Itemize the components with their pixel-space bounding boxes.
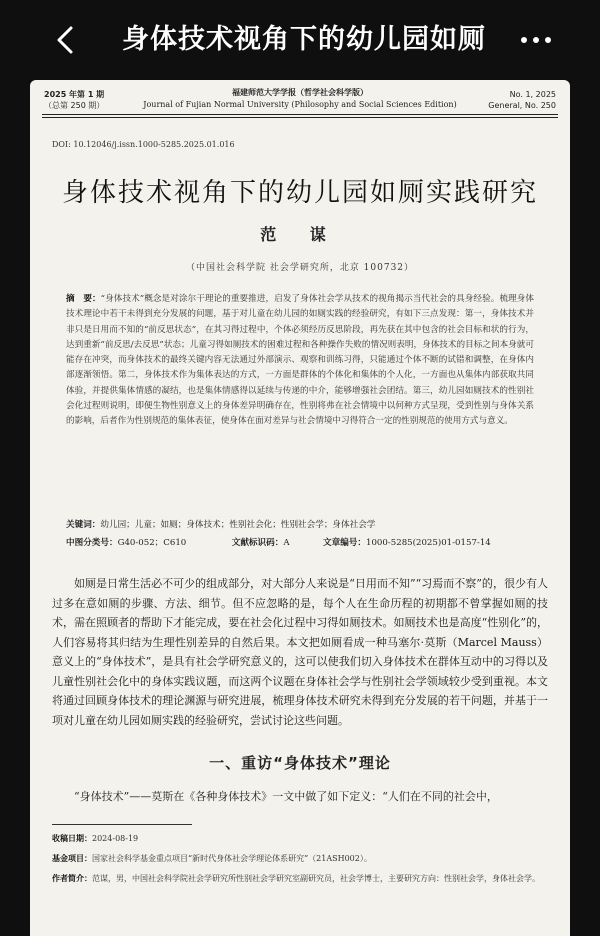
journal-name-en: Journal of Fujian Normal University (Philosophy and Social Sciences Edition) <box>143 100 457 109</box>
header-rule <box>42 114 558 115</box>
section-first-line: “身体技术”——莫斯在《各种身体技术》一文中做了如下定义：“人们在不同的社会中， <box>74 790 498 803</box>
doc-code-value: A <box>283 538 290 548</box>
doi: DOI: 10.12046/j.issn.1000-5285.2025.01.016 <box>52 140 235 149</box>
affiliation: （中国社会科学院 社会学研究所，北京 100732） <box>185 263 415 273</box>
cls-label: 中图分类号： <box>66 538 118 548</box>
body-paragraph: 如厕是日常生活必不可少的组成部分，对大部分人来说是“日用而不知”“习焉而不察”的，很少有人过多在意如厕的步骤、方法、细节。但不应忽略的是，每个人在生命历程的初期都不曾掌握如厕的技术，需在照顾者的帮助下才能完成，要在社会化过程中习得如厕技术。如厕技术也是高度“性别化”的，人们容易将其归结为生理性别差异的自然后果。本文把如厕看成一种马塞尔·莫斯（Marcel Mauss）意义上的“身体技术”，是具有社会学研究意义的，这可以使我们切入身体技术在群体互动中的习得以及儿童性别社会化中的身体实践议题，而这两个议题在身体社会学与性别社会学领域较少受到重视。本文将通过回顾身体技术的理论渊源与研究进展，梳理身体技术研究未得到充分发展的若干问题，并基于一项对儿童在幼儿园如厕实践的经验研究，尝试讨论这些问题。 <box>52 577 548 727</box>
footnote-received <box>52 832 552 845</box>
back-button[interactable] <box>48 22 84 58</box>
received-label: 收稿日期： <box>52 834 92 843</box>
keywords <box>66 518 534 532</box>
fund-label: 基金项目： <box>52 854 92 863</box>
received-value: 2024-08-19 <box>92 834 139 843</box>
abstract-label: 摘 要： <box>66 294 101 304</box>
chevron-left-icon <box>48 22 84 58</box>
more-button[interactable] <box>516 22 556 58</box>
classification-line <box>66 536 534 550</box>
abstract-text: “身体技术”概念是对涂尔干理论的重要推进，启发了身体社会学从技术的视角揭示当代社会的具身经验。梳理身体技术理论中若干未得到充分发展的问题，基于对儿童在幼儿园的如厕实践的经验研究，有如下三点发现：第一，身体技术并非只是日用而不知的“前反思状态”，在其习得过程中，个体必须经历反思阶段，再先获在其中包含的社会目标和状的行为，达到重新“前反思/去反思”状态；儿童习得如厕技术的困难过程和各种操作失败的情况则表明，身体技术的目标之间本身就可能存在冲突，而身体技术的最终关键内容无法通过外部演示、观察和训练习得，只能通过个体不断的试错和调整，在身体内部逐渐领悟。第二，身体技术作为集体表达的方式，一方面是群体的个体化和集体的个人化，一方面也从集体内部获取共同体验，并提供集体情感的凝结，也是集体情感得以延续与传递的中介，能够增强社会团结。第三，幼儿园如厕技术的性别社会化过程则说明，即便生物性别意义上的身体差异明确存在，性别将弗在社会情境中以何种方式呈现，受到性别与身体关系的影响，后者作为性别规范的集体表征，使身体在面对差异与社会情境中习得符合一定的性别规范的使用方式与意义。 <box>66 294 534 427</box>
fund-value: 国家社会科学基金重点项目“新时代身体社会学理论体系研究”（21ASH002）。 <box>92 854 372 863</box>
paper-title: 身体技术视角下的幼儿园如厕实践研究 <box>61 178 538 208</box>
author-bio-label: 作者简介： <box>52 874 92 883</box>
article-id-label: 文章编号： <box>323 538 366 548</box>
keywords-value: 幼儿园；儿童；如厕；身体技术；性别社会化；性别社会学；身体社会学 <box>100 520 376 530</box>
more-horizontal-icon <box>516 22 556 58</box>
journal-header <box>30 80 570 136</box>
app-top-bar <box>0 0 600 78</box>
issue-total: （总第 250 期） <box>44 101 105 110</box>
doc-code-label: 文献标识码： <box>231 538 284 548</box>
keywords-label: 关键词： <box>66 520 101 530</box>
header-rule <box>42 117 558 118</box>
section-heading: 一、重访“身体技术”理论 <box>209 754 391 772</box>
issue-general-en: General, No. 250 <box>488 101 556 110</box>
page-title: 身体技术视角下的幼儿园如厕 <box>122 24 486 55</box>
article-page[interactable] <box>30 80 570 936</box>
article-id-value: 1000-5285(2025)01-0157-14 <box>365 538 491 548</box>
cls-value: G40-052；C610 <box>117 538 187 548</box>
author-name: 范 谋 <box>260 225 340 244</box>
journal-name: 福建师范大学学报（哲学社会科学版） <box>232 88 368 97</box>
issue-number-en: No. 1, 2025 <box>509 90 556 99</box>
footnote-fund <box>52 852 552 865</box>
issue-label: 2025 年第 1 期 <box>44 90 105 99</box>
footnote-author <box>52 872 552 885</box>
footnote-rule <box>52 824 192 825</box>
author-bio-value: 范谋，男，中国社会科学院社会学研究所性别社会学研究室副研究员，社会学博士，主要研究方向：性别社会学，身体社会学。 <box>92 874 540 883</box>
abstract <box>66 292 534 430</box>
